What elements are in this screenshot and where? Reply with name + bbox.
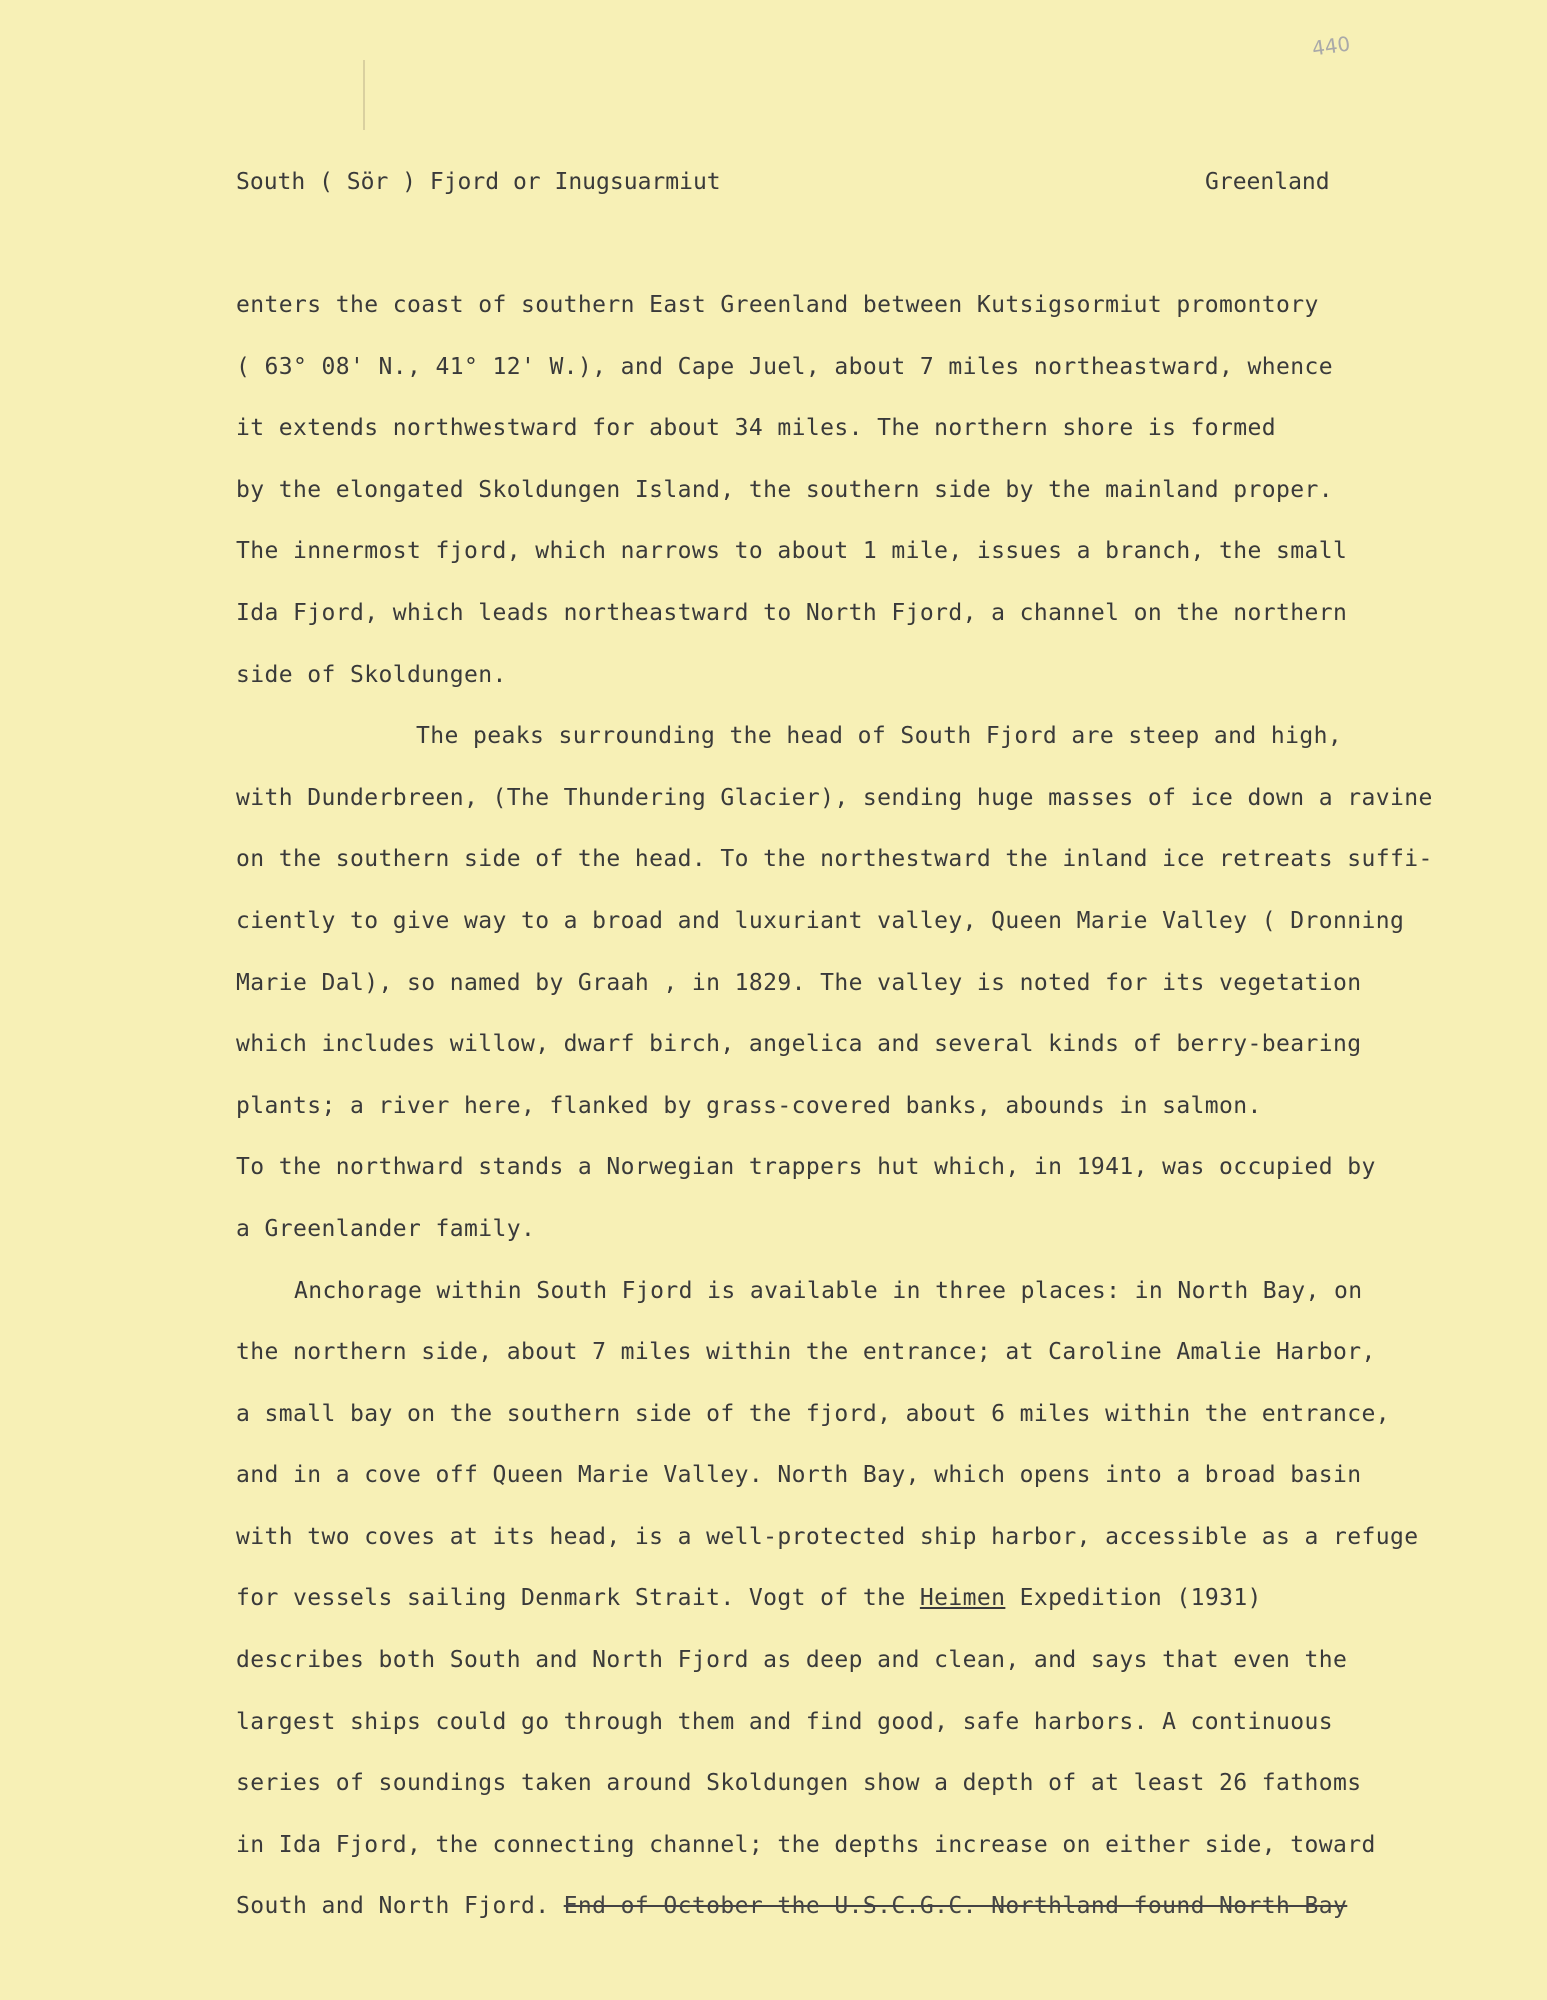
text-line: ( 63° 08' N., 41° 12' W.), and Cape Juel, about 7 miles northeastward, whence (236, 353, 1334, 380)
text-line: in Ida Fjord, the connecting channel; the depths increase on either side, toward (236, 1831, 1376, 1858)
text-line: describes both South and North Fjord as deep and clean, and says that even the (236, 1647, 1348, 1674)
text-line: on the southern side of the head. To the northestward the inland ice retreats suffi- (236, 846, 1433, 873)
fold-mark (363, 60, 365, 130)
header-region: Greenland (1205, 169, 1330, 195)
text-line: Ida Fjord, which leads northeastward to North Fjord, a channel on the northern (236, 599, 1348, 626)
text-segment: Expedition (1931) (1005, 1585, 1262, 1612)
text-line: the northern side, about 7 miles within the entrance; at Caroline Amalie Harbor, (236, 1339, 1376, 1366)
text-line: which includes willow, dwarf birch, angelica and several kinds of berry-bearing (236, 1031, 1362, 1058)
text-line: The peaks surrounding the head of South Fjord are steep and high, (416, 723, 1343, 750)
text-line: largest ships could go through them and find good, safe harbors. A continuous (236, 1708, 1334, 1735)
text-line (236, 1891, 1516, 1953)
header-title: South ( Sör ) Fjord or Inugsuarmiut (236, 169, 721, 195)
text-line: series of soundings taken around Skoldungen show a depth of at least 26 fathoms (236, 1770, 1362, 1797)
text-segment: South and North Fjord. (236, 1893, 564, 1920)
text-line: plants; a river here, flanked by grass-covered banks, abounds in salmon. (236, 1092, 1262, 1119)
text-line: a small bay on the southern side of the fjord, about 6 miles within the entrance, (236, 1400, 1391, 1427)
text-line: with two coves at its head, is a well-protected ship harbor, accessible as a refuge (236, 1523, 1419, 1550)
page-number: 440 (1310, 31, 1352, 61)
text-line (236, 1583, 1516, 1645)
body-text (236, 290, 1516, 1953)
text-line: and in a cove off Queen Marie Valley. North Bay, which opens into a broad basin (236, 1462, 1362, 1489)
text-line: side of Skoldungen. (236, 661, 507, 688)
text-line: enters the coast of southern East Greenland between Kutsigsormiut promontory (236, 292, 1319, 318)
text-line: The innermost fjord, which narrows to about 1 mile, issues a branch, the small (236, 538, 1348, 565)
text-line: ciently to give way to a broad and luxuriant valley, Queen Marie Valley ( Dronning (236, 907, 1405, 934)
text-line: Marie Dal), so named by Graah , in 1829. The valley is noted for its vegetation (236, 969, 1362, 996)
text-line: by the elongated Skoldungen Island, the southern side by the mainland proper. (236, 476, 1334, 503)
text-segment: for vessels sailing Denmark Strait. Vogt of the (236, 1585, 920, 1612)
struck-out-text: End of October the U.S.C.G.C. Northland found North Bay (563, 1893, 1348, 1920)
underlined-word: Heimen (919, 1585, 1006, 1612)
text-line: a Greenlander family. (236, 1215, 536, 1242)
text-line: Anchorage within South Fjord is available in three places: in North Bay, on (294, 1277, 1363, 1304)
text-line: with Dunderbreen, (The Thundering Glacier), sending huge masses of ice down a ravine (236, 784, 1433, 811)
text-line: To the northward stands a Norwegian trappers hut which, in 1941, was occupied by (236, 1154, 1376, 1181)
text-line: it extends northwestward for about 34 miles. The northern shore is formed (236, 415, 1277, 442)
